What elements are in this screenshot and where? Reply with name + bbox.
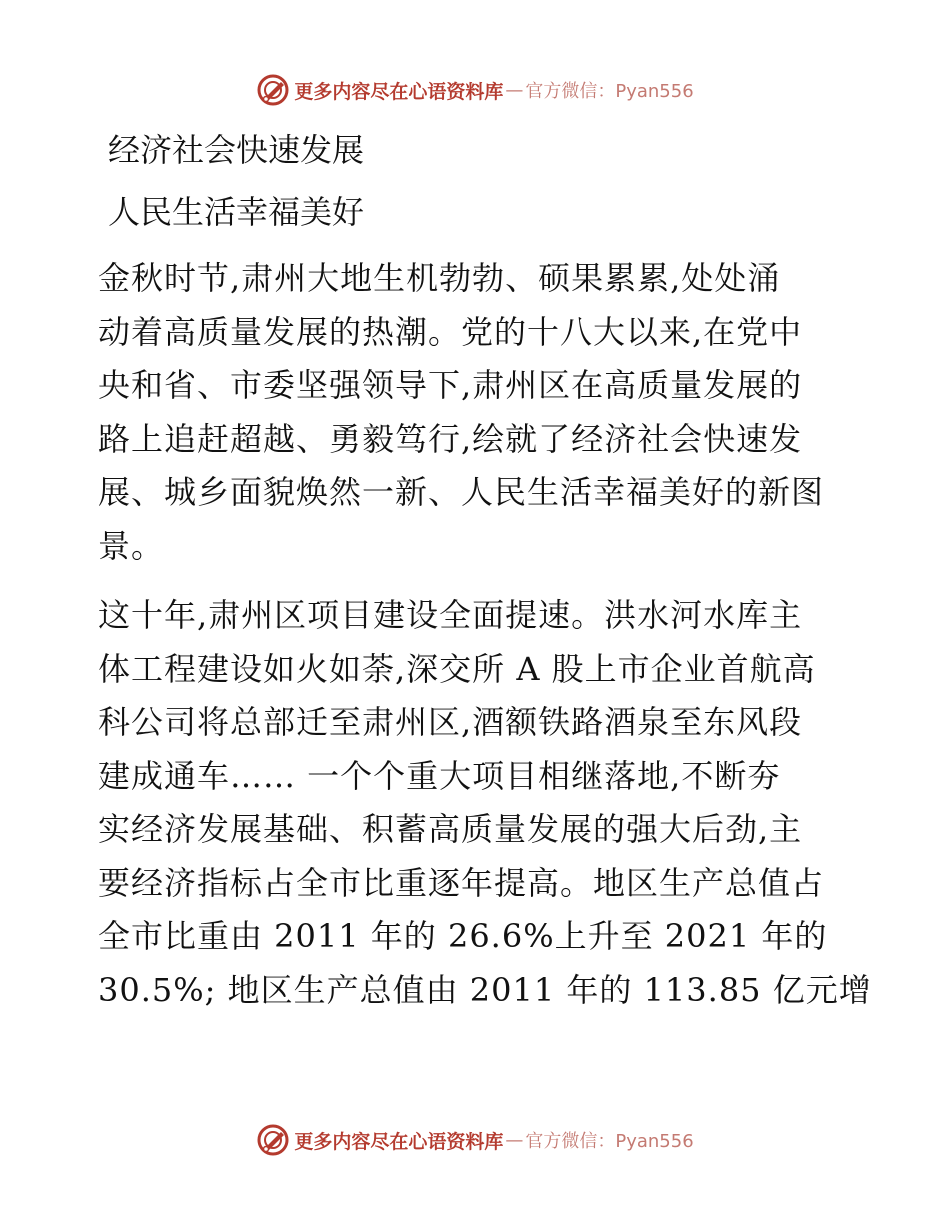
- banner-dash: —: [505, 1129, 524, 1151]
- paragraph-line: 展、城乡面貌焕然一新、人民生活幸福美好的新图: [98, 473, 825, 511]
- paragraph-line: 动着高质量发展的热潮。党的十八大以来,在党中: [98, 312, 803, 351]
- paragraph-line: 央和省、市委坚强领导下,肃州区在高质量发展的: [98, 366, 803, 404]
- banner-dash: —: [505, 79, 524, 101]
- footer-watermark-banner: [0, 1120, 950, 1160]
- paragraph-line: 体工程建设如火如荼,深交所 A 股上市企业首航高: [98, 649, 816, 688]
- pen-logo-icon: [256, 73, 290, 107]
- paragraph-line: 路上追赶超越、勇毅笃行,绘就了经济社会快速发: [98, 419, 803, 458]
- paragraph-line: 金秋时节,肃州大地生机勃勃、硕果累累,处处涌: [98, 259, 781, 297]
- paragraph-line: 这十年,肃州区项目建设全面提速。洪水河水库主: [98, 596, 803, 634]
- heading-primary: 经济社会快速发展: [108, 131, 365, 169]
- paragraph-line: 科公司将总部迁至肃州区,酒额铁路酒泉至东风段: [98, 703, 803, 741]
- paragraph-line: 实经济发展基础、积蓄高质量发展的强大后劲,主: [98, 810, 803, 848]
- banner-brand-text: 更多内容尽在心语资料库: [294, 1130, 504, 1153]
- paragraph-line: 景。: [98, 526, 165, 565]
- pen-logo-icon: [256, 1123, 290, 1157]
- paragraph-line: 要经济指标占全市比重逐年提高。地区生产总值占: [98, 863, 825, 902]
- paragraph-2: [98, 589, 872, 1017]
- paragraph-1: [98, 252, 858, 573]
- paragraph-line: 30.5%; 地区生产总值由 2011 年的 113.85 亿元增: [98, 970, 872, 1009]
- heading-secondary: 人民生活幸福美好: [108, 193, 365, 231]
- banner-brand-text: 更多内容尽在心语资料库: [294, 80, 504, 103]
- header-watermark-banner: [0, 70, 950, 110]
- banner-wechat-text: 官方微信：Pyan556: [525, 81, 694, 102]
- paragraph-line: 建成通车…… 一个个重大项目相继落地,不断夯: [98, 756, 781, 795]
- banner-wechat-text: 官方微信：Pyan556: [525, 1131, 694, 1152]
- document-body: [98, 120, 872, 1017]
- paragraph-line: 全市比重由 2011 年的 26.6%上升至 2021 年的: [98, 917, 828, 955]
